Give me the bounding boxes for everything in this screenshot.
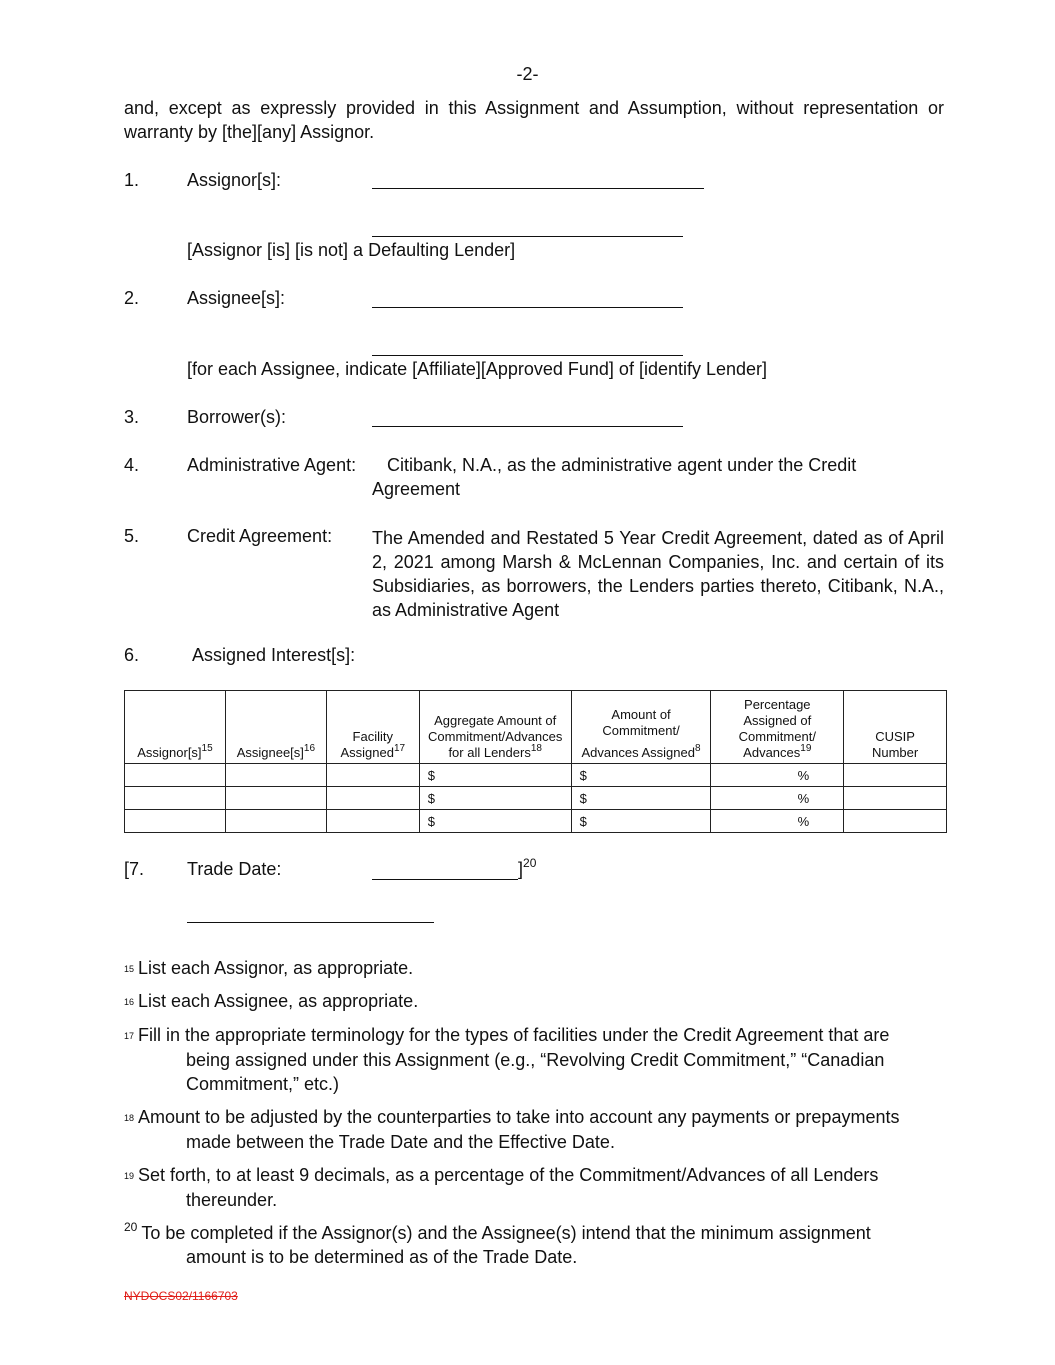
item-4-number: 4.	[124, 455, 140, 475]
document-id-footer: NYDOCS02/1166703	[124, 1289, 238, 1303]
item-6-number: 6.	[124, 645, 140, 665]
footnote-20: $^{20}$ To be completed if the Assignor(s) and the Assignee(s) intend that the minimum assignment amount is to be determined as of the Trade Date.	[124, 1220, 871, 1267]
col-assignor: $Assignor[s]^{15}$	[125, 691, 226, 764]
assigned-interest-table	[124, 690, 947, 833]
item-5-number: 5.	[124, 526, 140, 546]
facility-cell[interactable]	[326, 764, 419, 787]
assignor-label: Assignor[s]:	[187, 170, 282, 190]
table-row	[125, 810, 947, 833]
amount-cell[interactable]: $	[571, 810, 711, 833]
assignee-affiliate-note: [for each Assignee, indicate [Affiliate][Approved Fund] of [identify Lender]	[187, 359, 768, 379]
facility-cell[interactable]	[326, 787, 419, 810]
item-3-number: 3.	[124, 407, 140, 427]
cusip-cell[interactable]	[844, 764, 947, 787]
amount-cell[interactable]: $	[571, 764, 711, 787]
trade-date-label: Trade Date:	[187, 859, 282, 879]
aggregate-cell[interactable]: $	[419, 810, 571, 833]
facility-cell[interactable]	[326, 810, 419, 833]
admin-agent-value-cont: Agreement	[372, 479, 461, 499]
admin-agent-value: Citibank, N.A., as the administrative agent under the Credit	[387, 455, 857, 475]
assignee-label: Assignee[s]:	[187, 288, 286, 308]
credit-agreement-value: The Amended and Restated 5 Year Credit Agreement, dated as of April 2, 2021 among Marsh & McLennan Companies, Inc. and certain of its Subsidiaries, as borrowers, the Lenders parties thereto, Citibank, N.A., as Administrative Agent	[372, 528, 944, 620]
borrower-label: Borrower(s):	[187, 407, 287, 427]
col-cusip: CUSIP Number	[844, 691, 947, 764]
percentage-cell[interactable]: %	[711, 810, 844, 833]
footnote-separator	[187, 922, 434, 923]
col-percentage: Percentage Assigned of Commitment/ Advances$^{19}$	[711, 691, 844, 764]
amount-cell[interactable]: $	[571, 787, 711, 810]
col-amount: Amount of Commitment/ Advances Assigned$^8$	[571, 691, 711, 764]
footnote-18: 18 Amount to be adjusted by the counterparties to take into account any payments or prepayments made between the Trade Date and the Effective Date.	[124, 1107, 900, 1153]
cusip-cell[interactable]	[844, 810, 947, 833]
page-number: -2-	[516, 64, 539, 84]
item-2-number: 2.	[124, 288, 140, 308]
footnote-15: 15 List each Assignor, as appropriate.	[124, 958, 414, 978]
percentage-cell[interactable]: %	[711, 764, 844, 787]
item-1-number: 1.	[124, 170, 140, 190]
cusip-cell[interactable]	[844, 787, 947, 810]
col-aggregate: Aggregate Amount of Commitment/Advances for all Lenders$^{18}$	[419, 691, 571, 764]
trade-date-bracket: ]$^{20}$	[518, 856, 537, 879]
assignee-blank-line-2[interactable]	[372, 355, 683, 356]
assignor-cell[interactable]	[125, 764, 226, 787]
admin-agent-label: Administrative Agent:	[187, 455, 357, 475]
credit-agreement-label: Credit Agreement:	[187, 526, 333, 546]
assignor-cell[interactable]	[125, 787, 226, 810]
assignor-cell[interactable]	[125, 810, 226, 833]
footnote-19: 19 Set forth, to at least 9 decimals, as a percentage of the Commitment/Advances of all Lenders thereunder.	[124, 1165, 879, 1211]
borrower-blank-line[interactable]	[372, 426, 683, 427]
intro-paragraph: and, except as expressly provided in this Assignment and Assumption, without representation or warranty by [the][any] Assignor.	[124, 98, 944, 142]
aggregate-cell[interactable]: $	[419, 787, 571, 810]
col-facility: Facility Assigned$^{17}$	[326, 691, 419, 764]
table-header-row	[125, 691, 947, 764]
assignee-cell[interactable]	[225, 810, 326, 833]
assignor-blank-line[interactable]	[372, 188, 704, 189]
aggregate-cell[interactable]: $	[419, 764, 571, 787]
assignor-blank-line-2[interactable]	[372, 236, 683, 237]
assignee-cell[interactable]	[225, 764, 326, 787]
assigned-interest-label: Assigned Interest[s]:	[192, 645, 356, 665]
assignee-cell[interactable]	[225, 787, 326, 810]
footnote-16: 16 List each Assignee, as appropriate.	[124, 991, 419, 1011]
col-assignee: $Assignee[s]^{16}$	[225, 691, 326, 764]
assignee-blank-line[interactable]	[372, 307, 683, 308]
trade-date-blank-line[interactable]	[372, 879, 518, 880]
defaulting-lender-note: [Assignor [is] [is not] a Defaulting Lender]	[187, 240, 516, 260]
table-row	[125, 787, 947, 810]
footnote-17: 17 Fill in the appropriate terminology for the types of facilities under the Credit Agreement that are being assigned under this Assignment (e.g., “Revolving Credit Commitment,” “Canadian Commitment,” etc.)	[124, 1025, 890, 1095]
percentage-cell[interactable]: %	[711, 787, 844, 810]
table-row	[125, 764, 947, 787]
item-7-number: [7.	[124, 859, 145, 879]
